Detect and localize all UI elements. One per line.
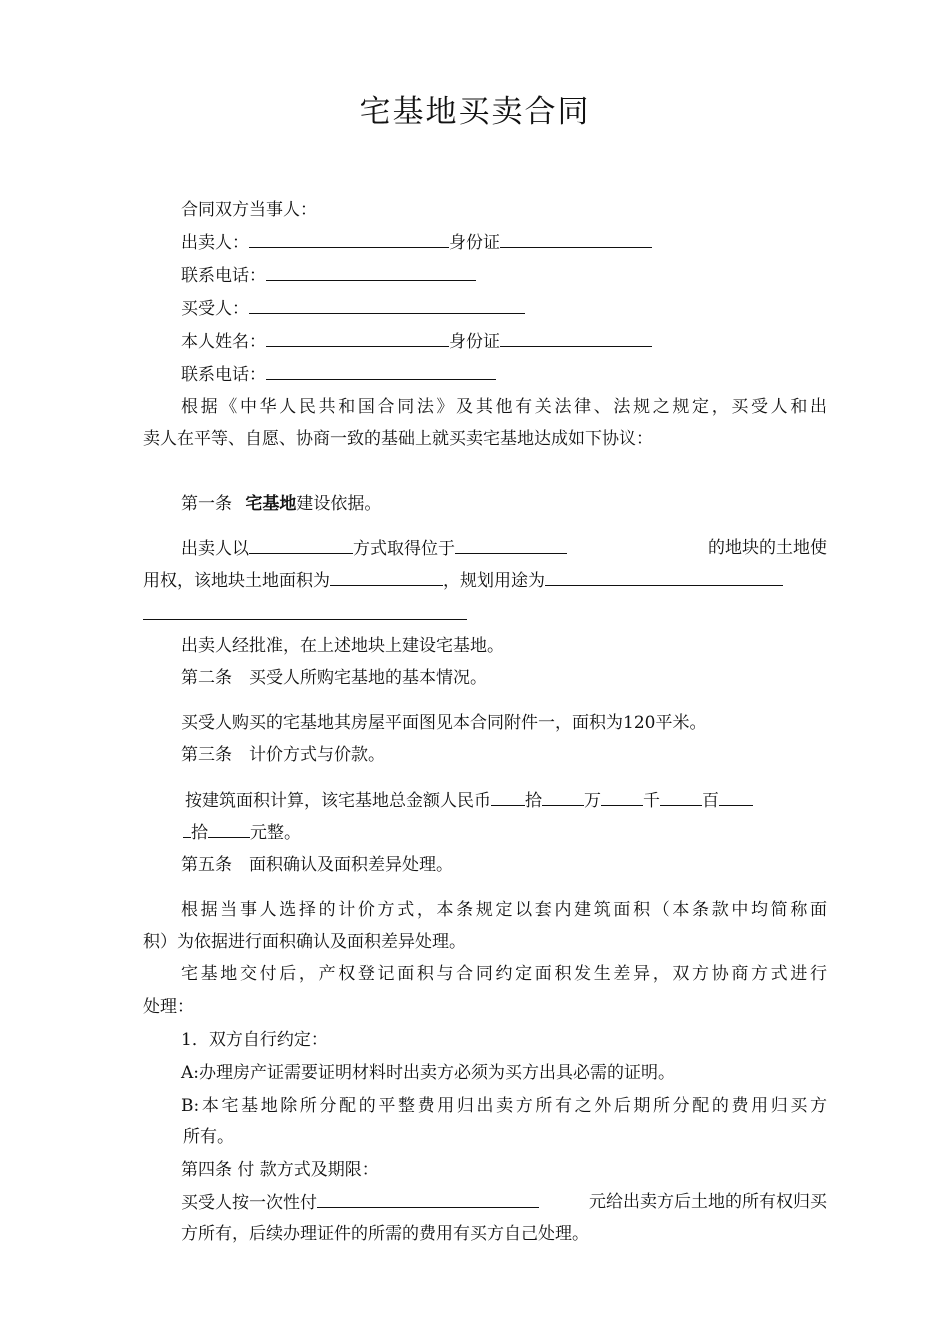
article-1-line-3: 出卖人经批准，在上述地块上建设宅基地。 bbox=[181, 636, 504, 656]
article-5-item-b-line-2: 所有。 bbox=[183, 1127, 234, 1147]
parties-heading: 合同双方当事人： bbox=[181, 200, 317, 220]
buyer-blank[interactable] bbox=[249, 296, 525, 314]
seller-line bbox=[181, 230, 652, 255]
article-5-heading: 第五条 面积确认及面积差异处理。 bbox=[181, 855, 453, 875]
price-blank-6[interactable] bbox=[208, 820, 250, 838]
article-2-body: 买受人购买的宅基地其房屋平面图见本合同附件一，面积为120平米。 bbox=[181, 713, 707, 733]
seller-id-blank[interactable] bbox=[500, 230, 652, 248]
payment-amount-blank[interactable] bbox=[317, 1190, 539, 1208]
article-4-line-2: 方所有，后续办理证件的所需的费用有买方自己处理。 bbox=[181, 1224, 589, 1244]
unit-wan: 万 bbox=[584, 791, 601, 811]
unit-bai: 百 bbox=[702, 791, 719, 811]
payment-text-b: 元给出卖方后土地的所有权归买 bbox=[589, 1192, 827, 1212]
article-3-line-1 bbox=[185, 788, 753, 813]
buyer-id-blank[interactable] bbox=[500, 329, 652, 347]
buyer-name-line bbox=[181, 329, 652, 354]
planned-use-blank[interactable] bbox=[545, 568, 783, 586]
article-1-number: 第一条 bbox=[181, 494, 232, 514]
article-5-item-1: 1．双方自行约定： bbox=[181, 1030, 328, 1050]
seller-phone-blank[interactable] bbox=[266, 263, 476, 281]
article-1-bold-term: 宅基地 bbox=[245, 494, 297, 514]
buyer-id-label: 身份证 bbox=[449, 332, 500, 352]
article-5-para-1-line-2: 积）为依据进行面积确认及面积差异处理。 bbox=[143, 932, 466, 952]
price-blank-5-continued[interactable] bbox=[183, 820, 191, 838]
preamble-line-1: 根据《中华人民共和国合同法》及其他有关法律、法规之规定，买受人和出 bbox=[181, 397, 827, 417]
article-3-line-2 bbox=[183, 820, 301, 845]
price-blank-4[interactable] bbox=[660, 788, 702, 806]
article-1-text-e: ，规划用途为 bbox=[443, 571, 545, 591]
article-5-item-b-line-1: B:本宅基地除所分配的平整费用归出卖方所有之外后期所分配的费用归买方 bbox=[181, 1096, 827, 1116]
location-blank[interactable] bbox=[455, 536, 567, 554]
article-1-text-b: 方式取得位于 bbox=[353, 539, 455, 559]
unit-shi: 拾 bbox=[525, 791, 542, 811]
seller-id-label: 身份证 bbox=[449, 233, 500, 253]
buyer-line bbox=[181, 296, 525, 321]
planned-use-blank-continued[interactable] bbox=[143, 619, 467, 620]
article-5-item-a: A:办理房产证需要证明材料时出卖方必须为买方出具必需的证明。 bbox=[181, 1063, 676, 1083]
price-text: 按建筑面积计算，该宅基地总金额人民币 bbox=[185, 791, 491, 811]
article-1-line-2 bbox=[143, 568, 783, 593]
preamble-line-2: 卖人在平等、自愿、协商一致的基础上就买卖宅基地达成如下协议： bbox=[143, 429, 653, 449]
buyer-name-blank[interactable] bbox=[266, 329, 449, 347]
land-area-blank[interactable] bbox=[330, 568, 443, 586]
unit-shi-2: 拾 bbox=[191, 823, 208, 843]
buyer-phone-label: 联系电话： bbox=[181, 365, 266, 385]
price-blank-3[interactable] bbox=[601, 788, 643, 806]
price-blank-1[interactable] bbox=[491, 788, 525, 806]
article-1-text-d: 用权，该地块土地面积为 bbox=[143, 571, 330, 591]
article-1-text-c: 的地块的土地使 bbox=[708, 538, 827, 558]
seller-label: 出卖人： bbox=[181, 233, 249, 253]
price-blank-2[interactable] bbox=[542, 788, 584, 806]
buyer-label: 买受人： bbox=[181, 299, 249, 319]
article-4-line-1 bbox=[181, 1190, 827, 1215]
article-4-heading: 第四条 付 款方式及期限： bbox=[181, 1160, 379, 1180]
article-5-para-1-line-1: 根据当事人选择的计价方式，本条规定以套内建筑面积（本条款中均简称面 bbox=[181, 900, 827, 920]
article-5-para-2-line-2: 处理： bbox=[143, 997, 194, 1017]
document-title: 宅基地买卖合同 bbox=[359, 94, 591, 130]
article-1-heading-rest: 建设依据。 bbox=[296, 494, 382, 514]
buyer-name-label: 本人姓名： bbox=[181, 332, 266, 352]
article-1-line-1 bbox=[181, 536, 827, 561]
buyer-phone-line bbox=[181, 362, 496, 387]
buyer-phone-blank[interactable] bbox=[266, 362, 496, 380]
acquisition-method-blank[interactable] bbox=[249, 536, 353, 554]
article-3-heading: 第三条 计价方式与价款。 bbox=[181, 745, 385, 765]
unit-qian: 千 bbox=[643, 791, 660, 811]
article-2-heading: 第二条 买受人所购宅基地的基本情况。 bbox=[181, 668, 487, 688]
payment-text-a: 买受人按一次性付 bbox=[181, 1193, 317, 1213]
article-1-heading bbox=[181, 492, 381, 516]
price-blank-5[interactable] bbox=[719, 788, 753, 806]
price-end-text: 元整。 bbox=[250, 823, 301, 843]
article-1-text-a: 出卖人以 bbox=[181, 539, 249, 559]
seller-phone-label: 联系电话： bbox=[181, 266, 266, 286]
seller-phone-line bbox=[181, 263, 476, 288]
article-5-para-2-line-1: 宅基地交付后，产权登记面积与合同约定面积发生差异，双方协商方式进行 bbox=[181, 964, 827, 984]
seller-name-blank[interactable] bbox=[249, 230, 449, 248]
